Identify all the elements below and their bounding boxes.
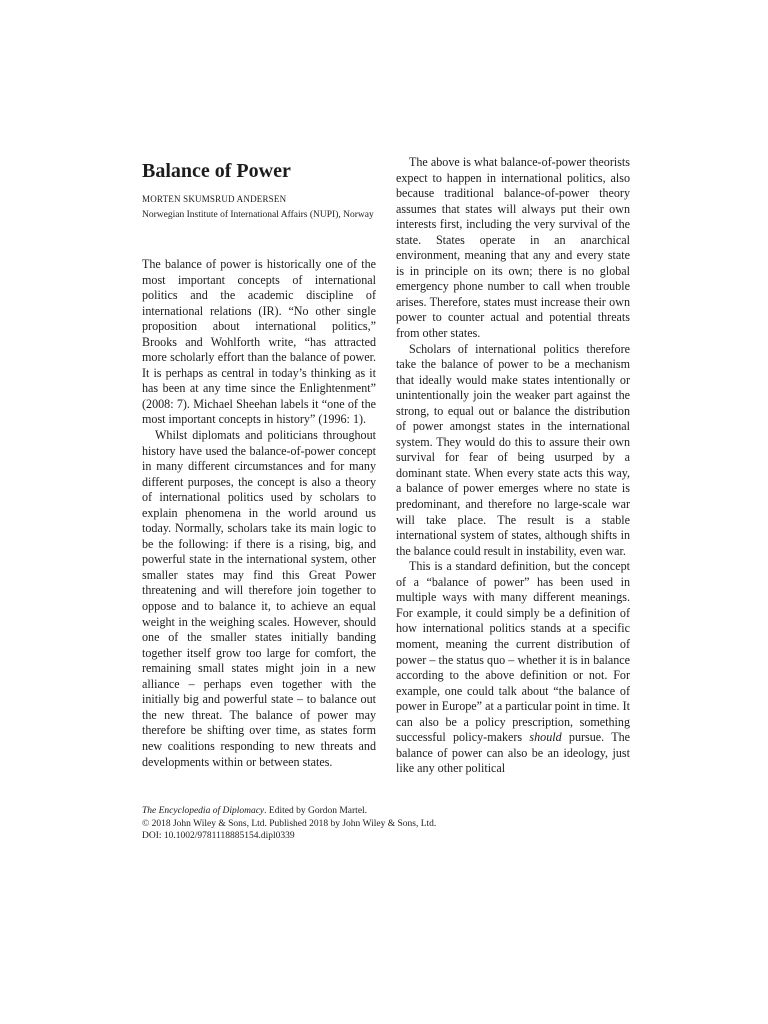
article-title: Balance of Power bbox=[142, 160, 291, 182]
body-paragraph: Scholars of international politics therefore take the balance of power to be a mechanism that ideally would make states intentionally or unintentionally join the weaker part against the strong, to equal out or balance the distribution of power amongst states in the international system. They would do this to assure their own survival for fear of being usurped by a dominant state. When every state acts this way, a balance of power emerges where no state is predominant, and therefore no large-scale war will take place. The result is a stable international system of states, although shifts in the balance could result in instability, even war. bbox=[396, 341, 630, 558]
right-column bbox=[396, 155, 630, 777]
body-paragraph bbox=[396, 559, 630, 777]
emphasized-word: should bbox=[529, 730, 562, 745]
paragraph-text: pursue. The balance of power can also be an ideology, just like any other political bbox=[396, 730, 630, 776]
author-affiliation: Norwegian Institute of International Affairs (NUPI), Norway bbox=[142, 210, 374, 220]
body-paragraph: Whilst diplomats and politicians throughout history have used the balance-of-power concept in many different circumstances and for many different purposes, the concept is also a theory of international politics used by scholars to explain phenomena in the world around us today. Normally, scholars take its main logic to be the following: if there is a rising, big, and powerful state in the international system, other smaller states may find this Great Power threatening and will therefore join together to oppose and to balance it, to achieve an equal weight in the weighing scales. However, should one of the smaller states initially banding together itself grow too large for comfort, the remaining small states might join in a new alliance – perhaps even together with the initially big and powerful state – to balance out the new threat. The balance of power may therefore be shifting over time, as states form new coalitions responding to new threats and developments within or between states. bbox=[142, 428, 376, 769]
citation-line bbox=[142, 805, 482, 818]
left-column bbox=[142, 155, 376, 770]
book-title: The Encyclopedia of Diplomacy bbox=[142, 806, 265, 816]
citation-footer bbox=[142, 805, 482, 843]
copyright-line: © 2018 John Wiley & Sons, Ltd. Published 2018 by John Wiley & Sons, Ltd. bbox=[142, 818, 437, 829]
doi-line: DOI: 10.1002/9781118885154.dipl0339 bbox=[142, 831, 295, 841]
body-paragraph: The balance of power is historically one of the most important concepts of international politics and the academic discipline of international relations (IR). “No other single proposition about international politics,” Brooks and Wohlforth write, “has attracted more scholarly effort than the balance of power. It is perhaps as central in today’s thinking as it has been at any time since the Enlightenment” (2008: 7). Michael Sheehan labels it “one of the most important concepts in history” (1996: 1). bbox=[142, 257, 376, 427]
paragraph-text: This is a standard definition, but the concept of a “balance of power” has been used in multiple ways with many different meanings. For example, it could simply be a definition of how international politics stands at a specific moment, meaning the current distribution of power – the status quo – whether it is in balance according to the above definition or not. For example, one could talk about “the balance of power in Europe” at a particular point in time. It can also be a policy prescription, something successful policy-makers bbox=[396, 559, 630, 745]
author-name: MORTEN SKUMSRUD ANDERSEN bbox=[142, 194, 287, 204]
body-paragraph: The above is what balance-of-power theorists expect to happen in international politics, also because traditional balance-of-power theory assumes that states will always put their own interests first, including the very survival of the state. States operate in an anarchical environment, meaning that any and every state is in principle on its own; there is no global emergency phone number to call when trouble arises. Therefore, states must increase their own power to counter actual and potential threats from other states. bbox=[396, 155, 630, 341]
editor-credit: . Edited by Gordon Martel. bbox=[264, 806, 368, 816]
